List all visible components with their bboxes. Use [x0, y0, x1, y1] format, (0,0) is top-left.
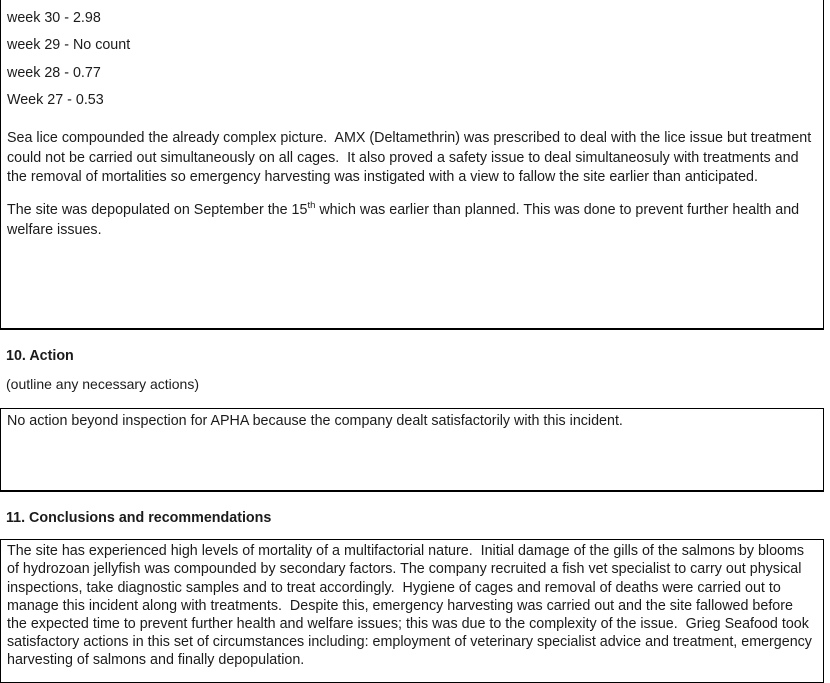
week-count-line-28: week 28 - 0.77: [7, 64, 101, 81]
depopulation-paragraph: [7, 201, 813, 240]
ordinal-superscript: th: [307, 200, 316, 212]
conclusions-box: [0, 539, 824, 683]
action-response-box: [0, 408, 824, 492]
depopulation-text-before: The site was depopulated on September the 15: [7, 202, 308, 219]
weekly-lice-count-list: [7, 5, 813, 114]
conclusions-text: The site has experienced high levels of mortality of a multifactorial nature. Initial damage of the gills of the salmons by blooms of hydrozoan jellyfish was compounded by secondary factors. The company recruited a fish vet specialist to carry out physical inspections, take diagnostic samples and to treat accordingly. Hygiene of cages and removal of deaths were carried out to manage this incident along with treatments. Despite this, emergency harvesting was carried out and the site fallowed before the expected time to prevent further health and welfare issues; this was due to the complexity of the issue. Grieg Seafood took satisfactory actions in this set of circumstances including: employment of veterinary specialist advice and treatment, emergency harvesting of salmons and finally depopulation.: [7, 543, 816, 669]
action-response-text: No action beyond inspection for APHA because the company dealt satisfactorily with this incident.: [7, 412, 623, 429]
week-count-line-30: week 30 - 2.98: [7, 10, 101, 26]
section-10-instruction: (outline any necessary actions): [6, 376, 199, 393]
depopulation-text-after: which was earlier than planned. This was done to prevent further health and welfare issues.: [7, 202, 804, 238]
sea-lice-paragraph: Sea lice compounded the already complex picture. AMX (Deltamethrin) was prescribed to deal with the lice issue but treatment could not be carried out simultaneously on all cages. It also proved a safety issue to deal simultaneosuly with treatments and the removal of mortalities so emergency harvesting was instigated with a view to fallow the site earlier than anticipated.: [7, 130, 816, 185]
incident-details-cell: [0, 0, 824, 330]
section-10-action-heading: 10. Action: [6, 348, 74, 364]
week-count-line-27: Week 27 - 0.53: [7, 91, 104, 108]
section-11-conclusions-heading: 11. Conclusions and recommendations: [6, 509, 272, 526]
week-count-line-29: week 29 - No count: [7, 37, 131, 54]
